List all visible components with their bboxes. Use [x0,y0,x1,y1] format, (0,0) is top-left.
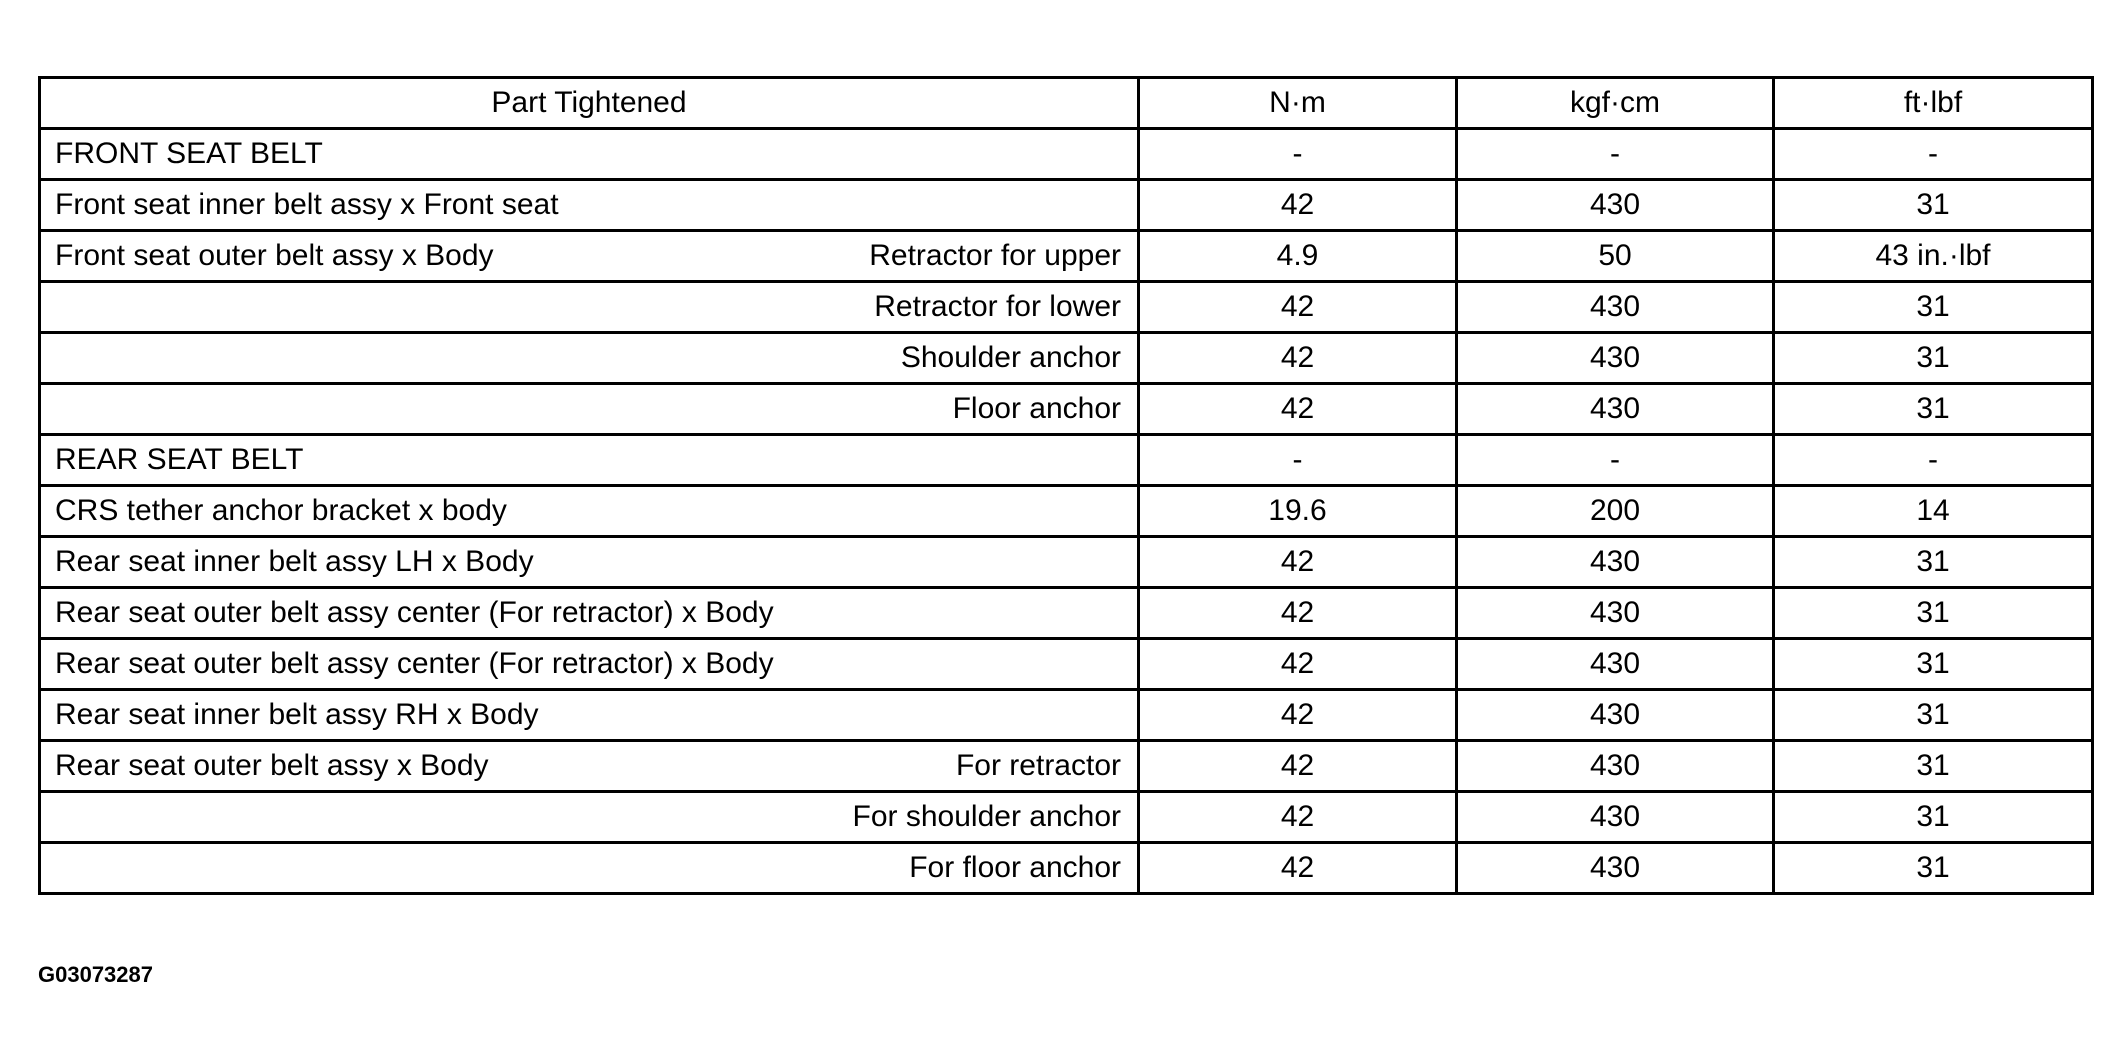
torque-nm: 42 [1139,843,1457,894]
torque-kgf-cm: 430 [1457,741,1774,792]
torque-nm: 4.9 [1139,231,1457,282]
torque-nm: 42 [1139,180,1457,231]
torque-kgf-cm: - [1457,435,1774,486]
torque-ft-lbf: - [1774,129,2093,180]
header-nm: N·m [1139,78,1457,129]
part-cell [40,231,1139,282]
header-kgf-cm: kgf·cm [1457,78,1774,129]
torque-kgf-cm: 430 [1457,792,1774,843]
part-cell [40,690,1139,741]
torque-kgf-cm: 50 [1457,231,1774,282]
torque-ft-lbf: 43 in.·lbf [1774,231,2093,282]
torque-kgf-cm: 430 [1457,282,1774,333]
part-name: Rear seat inner belt assy LH x Body [55,545,534,578]
table-row [40,384,2093,435]
table-row [40,129,2093,180]
part-cell [40,486,1139,537]
torque-nm: 42 [1139,690,1457,741]
part-name: Front seat outer belt assy x Body [55,239,494,272]
part-cell [40,741,1139,792]
part-location: Floor anchor [952,392,1121,425]
torque-nm: 42 [1139,384,1457,435]
table-row [40,180,2093,231]
table-row [40,792,2093,843]
torque-ft-lbf: 31 [1774,384,2093,435]
torque-kgf-cm: 430 [1457,588,1774,639]
part-name: Rear seat outer belt assy center (For retractor) x Body [55,647,774,680]
part-name: FRONT SEAT BELT [55,137,323,170]
part-name: CRS tether anchor bracket x body [55,494,507,527]
torque-nm: 42 [1139,537,1457,588]
table-row [40,537,2093,588]
table-row [40,690,2093,741]
part-location: For shoulder anchor [852,800,1121,833]
part-location: Shoulder anchor [900,341,1121,374]
torque-ft-lbf: 31 [1774,537,2093,588]
table-header-row [40,78,2093,129]
torque-ft-lbf: 31 [1774,741,2093,792]
part-cell [40,639,1139,690]
torque-kgf-cm: 430 [1457,690,1774,741]
table-row [40,588,2093,639]
torque-nm: 19.6 [1139,486,1457,537]
torque-kgf-cm: 430 [1457,537,1774,588]
part-cell [40,282,1139,333]
torque-nm: 42 [1139,639,1457,690]
torque-nm: - [1139,435,1457,486]
part-name: Front seat inner belt assy x Front seat [55,188,559,221]
torque-nm: 42 [1139,333,1457,384]
table-row [40,435,2093,486]
torque-kgf-cm: 200 [1457,486,1774,537]
torque-ft-lbf: 31 [1774,333,2093,384]
torque-ft-lbf: 31 [1774,588,2093,639]
torque-kgf-cm: 430 [1457,384,1774,435]
part-location: Retractor for lower [874,290,1121,323]
table-row [40,231,2093,282]
torque-ft-lbf: 31 [1774,282,2093,333]
torque-nm: 42 [1139,792,1457,843]
torque-kgf-cm: - [1457,129,1774,180]
torque-ft-lbf: 31 [1774,690,2093,741]
part-cell [40,843,1139,894]
part-name: Rear seat outer belt assy x Body [55,749,489,782]
torque-ft-lbf: 31 [1774,792,2093,843]
part-name: REAR SEAT BELT [55,443,304,476]
part-location: For floor anchor [909,851,1121,884]
torque-nm: - [1139,129,1457,180]
part-cell [40,129,1139,180]
table-row [40,843,2093,894]
part-cell [40,333,1139,384]
torque-kgf-cm: 430 [1457,843,1774,894]
part-cell [40,435,1139,486]
part-cell [40,588,1139,639]
torque-ft-lbf: 31 [1774,639,2093,690]
torque-kgf-cm: 430 [1457,333,1774,384]
header-part-tightened: Part Tightened [40,78,1139,129]
figure-code: G03073287 [38,962,153,987]
torque-nm: 42 [1139,282,1457,333]
table-row [40,741,2093,792]
torque-ft-lbf: 31 [1774,843,2093,894]
torque-ft-lbf: 14 [1774,486,2093,537]
table-row [40,333,2093,384]
table-row [40,639,2093,690]
part-cell [40,384,1139,435]
torque-ft-lbf: - [1774,435,2093,486]
torque-nm: 42 [1139,741,1457,792]
part-cell [40,792,1139,843]
part-name: Rear seat inner belt assy RH x Body [55,698,539,731]
table-row [40,282,2093,333]
torque-ft-lbf: 31 [1774,180,2093,231]
torque-kgf-cm: 430 [1457,639,1774,690]
torque-spec-table [38,76,2094,895]
torque-kgf-cm: 430 [1457,180,1774,231]
torque-nm: 42 [1139,588,1457,639]
part-cell [40,180,1139,231]
header-ft-lbf: ft·lbf [1774,78,2093,129]
part-cell [40,537,1139,588]
part-location: For retractor [955,749,1121,782]
part-name: Rear seat outer belt assy center (For retractor) x Body [55,596,774,629]
part-location: Retractor for upper [869,239,1121,272]
table-row [40,486,2093,537]
